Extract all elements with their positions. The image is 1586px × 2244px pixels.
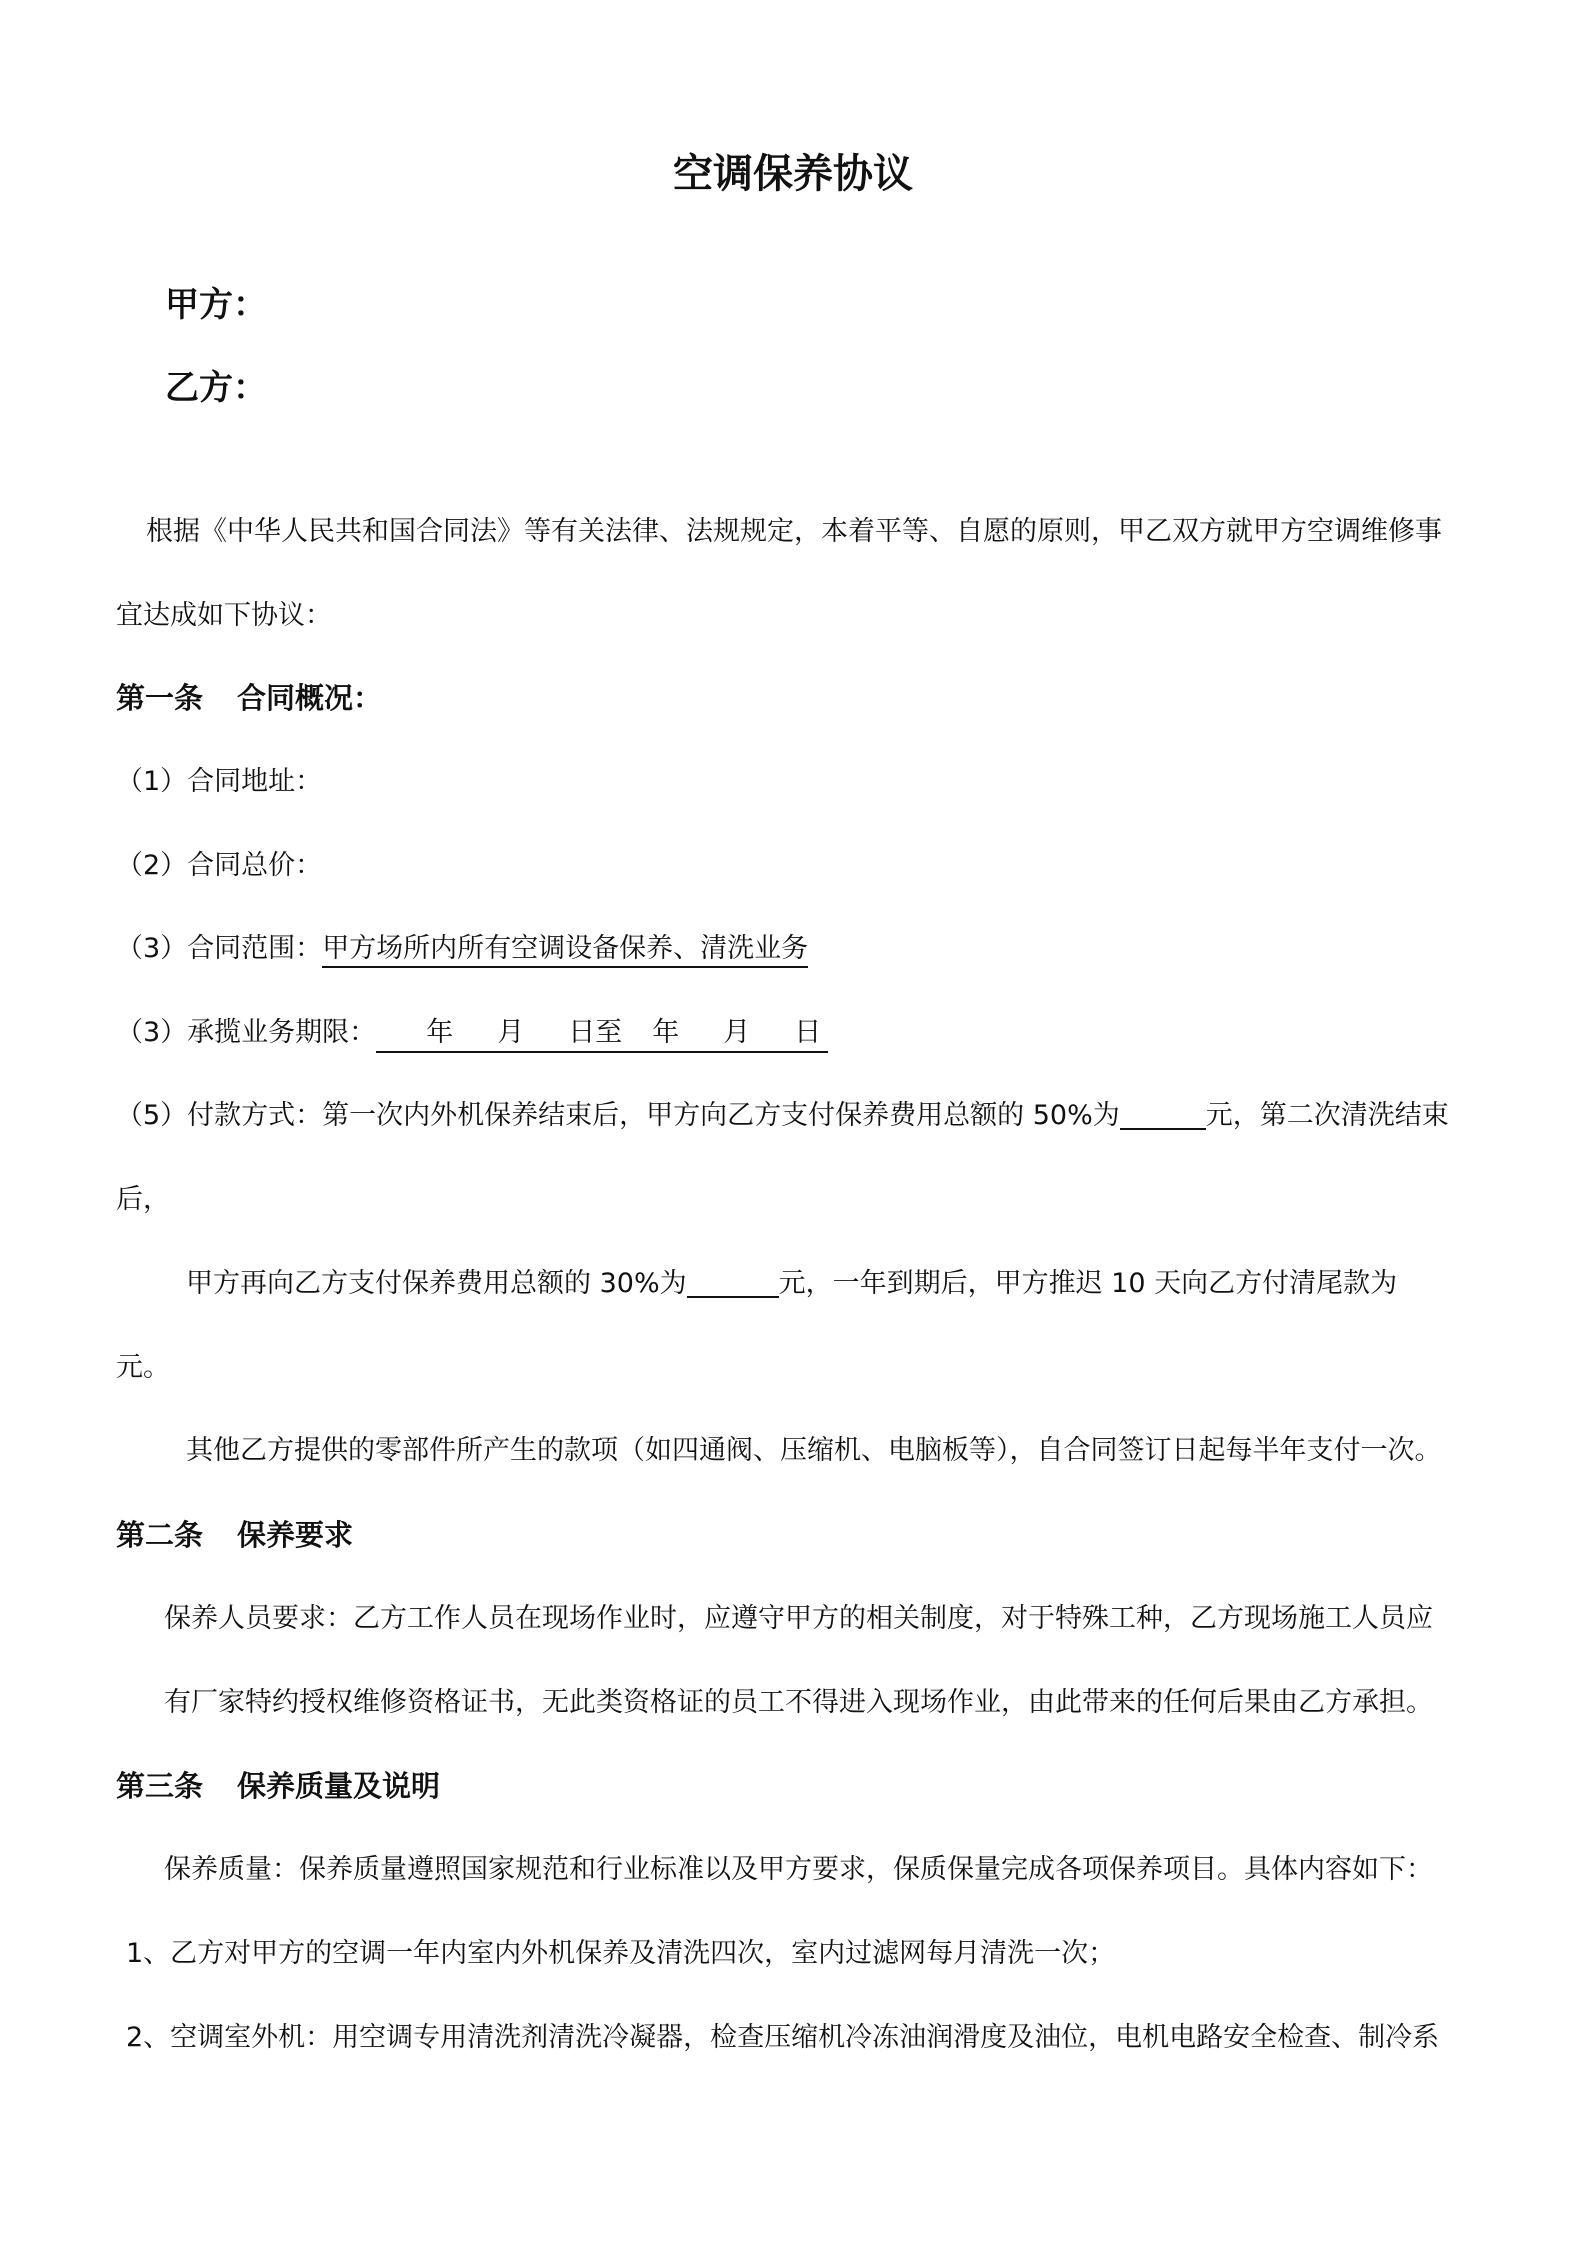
article-3-number: 第三条 xyxy=(116,1769,204,1803)
payment-method-line-3 xyxy=(186,1264,1397,1304)
party-b-label: 乙方： xyxy=(165,368,267,408)
article-3-heading xyxy=(116,1766,440,1806)
contract-scope-item xyxy=(116,929,808,969)
article-1-title: 合同概况： xyxy=(237,681,383,715)
intro-line-1: 根据《中华人民共和国合同法》等有关法律、法规规定，本着平等、自愿的原则，甲乙双方就甲方空调维修事 xyxy=(146,516,1442,547)
article-3-line-1: 保养质量：保养质量遵照国家规范和行业标准以及甲方要求，保质保量完成各项保养项目。具体内容如下： xyxy=(164,1854,1433,1885)
contract-period-label: （3）承揽业务期限： xyxy=(116,1017,377,1048)
period-end-year: 年 xyxy=(652,1017,680,1048)
payment-first-blank xyxy=(1120,1100,1206,1130)
contract-scope-label: （3）合同范围： xyxy=(116,933,323,964)
contract-price-item: （2）合同总价： xyxy=(116,850,323,881)
payment-second-amount-text: 甲方再向乙方支付保养费用总额的 30%为 xyxy=(186,1268,687,1299)
period-end-day: 日 xyxy=(794,1017,822,1048)
payment-first-text: （5）付款方式：第一次内外机保养结束后，甲方向乙方支付保养费用总额的 50%为 xyxy=(116,1100,1120,1131)
period-end-date xyxy=(602,1015,828,1053)
payment-method-line-4: 元。 xyxy=(116,1352,170,1383)
article-2-heading xyxy=(116,1515,353,1555)
article-1-number: 第一条 xyxy=(116,681,204,715)
contract-address-item: （1）合同地址： xyxy=(116,766,323,797)
payment-second-blank xyxy=(687,1268,779,1298)
intro-line-2: 宜达成如下协议： xyxy=(116,600,332,631)
period-end-month: 月 xyxy=(723,1017,751,1048)
period-start-day: 日至 xyxy=(568,1017,623,1048)
article-2-title: 保养要求 xyxy=(237,1518,354,1552)
article-3-title: 保养质量及说明 xyxy=(237,1769,441,1803)
article-1-heading xyxy=(116,678,382,718)
period-start-month: 月 xyxy=(497,1017,525,1048)
article-3-item-2: 2、空调室外机：用空调专用清洗剂清洗冷凝器，检查压缩机冷冻油润滑度及油位，电机电路安全检查、制冷系 xyxy=(126,2022,1440,2053)
payment-final-text: 元，一年到期后，甲方推迟 10 天向乙方付清尾款为 xyxy=(778,1268,1398,1299)
article-2-number: 第二条 xyxy=(116,1518,204,1552)
article-2-line-1: 保养人员要求：乙方工作人员在现场作业时，应遵守甲方的相关制度，对于特殊工种，乙方现场施工人员应 xyxy=(164,1603,1433,1634)
payment-method-line-1 xyxy=(116,1096,1449,1136)
period-start-date xyxy=(376,1015,623,1053)
payment-method-line-5: 其他乙方提供的零部件所产生的款项（如四通阀、压缩机、电脑板等），自合同签订日起每半年支付一次。 xyxy=(186,1435,1442,1466)
party-a-label: 甲方： xyxy=(165,285,267,325)
contract-scope-value: 甲方场所内所有空调设备保养、清洗业务 xyxy=(322,933,808,968)
article-2-line-2: 有厂家特约授权维修资格证书，无此类资格证的员工不得进入现场作业，由此带来的任何后果由乙方承担。 xyxy=(164,1687,1433,1718)
payment-second-text: 元，第二次清洗结束 xyxy=(1205,1100,1449,1131)
contract-period-item xyxy=(116,1013,828,1053)
document-title: 空调保养协议 xyxy=(673,151,913,197)
payment-method-line-2: 后， xyxy=(116,1184,170,1215)
article-3-item-1: 1、乙方对甲方的空调一年内室内外机保养及清洗四次，室内过滤网每月清洗一次； xyxy=(126,1938,1116,1969)
period-start-year: 年 xyxy=(426,1017,454,1048)
